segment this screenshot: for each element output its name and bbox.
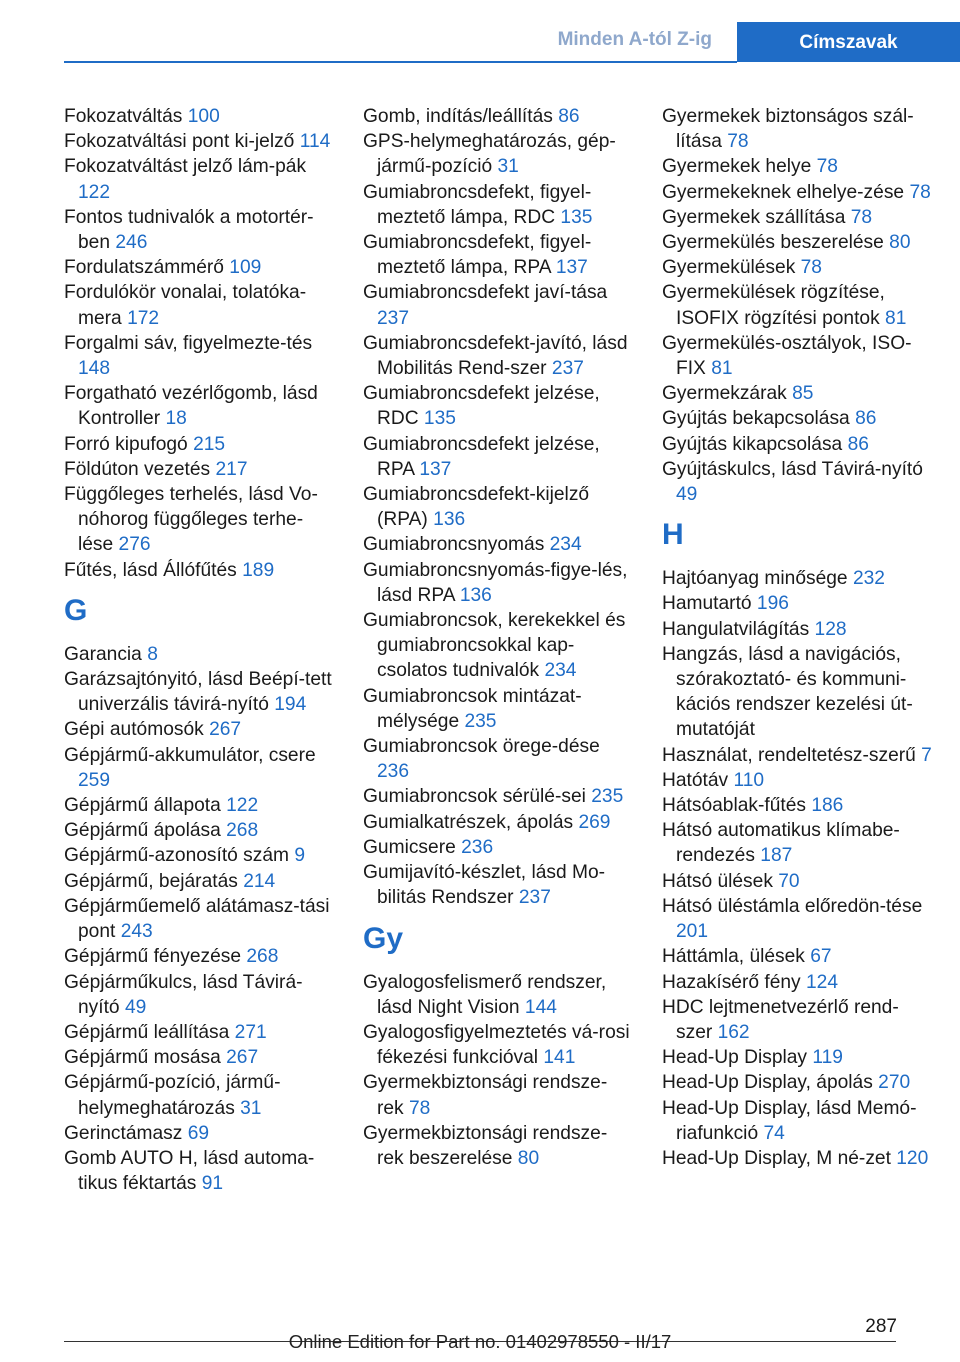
entry-term: Gumiabroncsdefekt, figyel-meztető lámpa, RPA bbox=[363, 232, 592, 279]
entry-term: Gomb AUTO H, lásd automa-tikus féktartás bbox=[64, 1147, 315, 1195]
index-entry bbox=[662, 205, 932, 230]
page-reference-link[interactable]: 81 bbox=[885, 307, 907, 329]
index-entry bbox=[363, 180, 633, 230]
page-reference-link[interactable]: 235 bbox=[591, 786, 624, 808]
entry-term: Gépi autómosók bbox=[64, 719, 204, 741]
index-entry bbox=[662, 818, 932, 868]
index-entry bbox=[64, 432, 334, 457]
index-entry bbox=[363, 482, 633, 532]
index-entry bbox=[64, 667, 334, 717]
index-entry bbox=[662, 255, 932, 280]
page-reference-link[interactable]: 186 bbox=[811, 795, 844, 817]
entry-term: Hazakísérő fény bbox=[662, 971, 801, 993]
entry-term: Gerinctámasz bbox=[64, 1122, 183, 1144]
page-reference-link[interactable]: 78 bbox=[816, 156, 838, 178]
entry-term: Gyújtás bekapcsolása bbox=[662, 408, 850, 430]
page-reference-link[interactable]: 196 bbox=[756, 593, 789, 615]
entry-term: Gumiabroncsdefekt, figyel-meztető lámpa, RDC bbox=[363, 181, 592, 228]
index-column-1 bbox=[64, 104, 334, 1196]
page-reference-link[interactable]: 18 bbox=[165, 408, 187, 430]
entry-term: Hátsóablak-fűtés bbox=[662, 795, 806, 817]
entry-term: Gépjármű fényezése bbox=[64, 946, 242, 968]
index-entry bbox=[64, 1146, 334, 1196]
index-entry bbox=[363, 1121, 633, 1171]
page-reference-link[interactable]: 78 bbox=[727, 131, 749, 153]
edition-note: Online Edition for Part no. 01402978550 - II/17 bbox=[288, 1331, 672, 1352]
index-entry bbox=[64, 869, 334, 894]
entry-term: Gépjármű-akkumulátor, csere bbox=[64, 744, 316, 766]
page-reference-link[interactable]: 136 bbox=[433, 509, 466, 531]
entry-term: Gumicsere bbox=[363, 836, 456, 858]
page-reference-link[interactable]: 74 bbox=[763, 1122, 785, 1144]
page-reference-link[interactable]: 80 bbox=[517, 1147, 540, 1169]
entry-term: Gyújtáskulcs, lásd Távirá-nyító bbox=[662, 458, 923, 480]
entry-term: Gumiabroncsdefekt-kijelző (RPA) bbox=[363, 484, 590, 531]
page-reference-link[interactable]: 201 bbox=[676, 921, 709, 943]
page-reference-link[interactable]: 162 bbox=[717, 1021, 750, 1043]
index-letter-heading: Gy bbox=[363, 921, 404, 955]
page-reference-link[interactable]: 276 bbox=[118, 534, 151, 556]
entry-term: Gépjármű-azonosító szám bbox=[64, 845, 290, 867]
entry-term: Fordulatszámmérő bbox=[64, 257, 224, 279]
page-reference-link[interactable]: 144 bbox=[524, 996, 557, 1018]
index-entry bbox=[662, 331, 932, 381]
entry-term: Head-Up Display, M né-zet bbox=[662, 1147, 891, 1169]
index-entry bbox=[662, 591, 932, 616]
index-letter-heading: H bbox=[662, 518, 684, 552]
page-reference-link[interactable]: 70 bbox=[778, 870, 800, 892]
entry-term: Fordulókör vonalai, tolatóka-mera bbox=[64, 282, 307, 329]
page-reference-link[interactable]: 78 bbox=[909, 181, 931, 203]
page-reference-link[interactable]: 49 bbox=[676, 484, 698, 506]
index-entry bbox=[64, 894, 334, 944]
entry-term: Garázsajtónyitó, lásd Beépí-tett univerzális távirá-nyító bbox=[64, 669, 332, 716]
index-entry bbox=[662, 944, 932, 969]
page-reference-link[interactable]: 237 bbox=[377, 307, 410, 329]
entry-term: Gyalogosfigyelmeztetés vá-rosi fékezési funkcióval bbox=[363, 1021, 630, 1069]
index-entry bbox=[64, 1070, 334, 1120]
index-column-2 bbox=[363, 104, 633, 1171]
page-reference-link[interactable]: 246 bbox=[115, 232, 148, 254]
entry-term: Gépjármű-pozíció, jármű-helymeghatározás bbox=[64, 1072, 281, 1119]
index-entry bbox=[363, 280, 633, 330]
page-reference-link[interactable]: 122 bbox=[78, 181, 111, 203]
entry-term: HDC lejtmenetvezérlő rend-szer bbox=[662, 996, 899, 1043]
entry-term: Háttámla, ülések bbox=[662, 946, 805, 968]
page-reference-link[interactable]: 243 bbox=[120, 921, 153, 943]
entry-term: Gumijavító-készlet, lásd Mo-bilitás Rendszer bbox=[363, 862, 606, 909]
entry-term: Gépjármű leállítása bbox=[64, 1021, 230, 1043]
index-entry bbox=[662, 381, 932, 406]
page-reference-link[interactable]: 259 bbox=[78, 769, 111, 791]
page-reference-link[interactable]: 137 bbox=[419, 458, 452, 480]
entry-term: Fokozatváltási pont ki-jelző bbox=[64, 131, 295, 153]
entry-term: Gyermekbiztonsági rendsze-rek beszerelése bbox=[363, 1122, 608, 1169]
entry-term: Földúton vezetés bbox=[64, 458, 211, 480]
index-entry bbox=[363, 381, 633, 431]
entry-term: Gyermekeknek elhelye-zése bbox=[662, 181, 905, 203]
entry-term: Garancia bbox=[64, 643, 142, 665]
entry-term: Gumiabroncsdefekt jelzése, RPA bbox=[363, 433, 600, 480]
entry-term: Gumiabroncsok mintázat-mélysége bbox=[363, 685, 582, 732]
entry-term: Gyalogosfelismerő rendszer, lásd Night Vision bbox=[363, 971, 607, 1018]
index-entry bbox=[662, 793, 932, 818]
index-entry bbox=[64, 154, 334, 204]
page-reference-link[interactable]: 268 bbox=[226, 820, 259, 842]
page-reference-link[interactable]: 172 bbox=[127, 307, 160, 329]
entry-term: Hangulatvilágítás bbox=[662, 618, 810, 640]
index-entry bbox=[363, 1020, 633, 1070]
entry-term: Gumiabroncsok, kerekekkel és gumiabroncsokkal kap-csolatos tudnivalók bbox=[363, 610, 626, 682]
entry-term: Használat, rendeltetész-szerű bbox=[662, 744, 916, 766]
entry-term: Head-Up Display bbox=[662, 1047, 808, 1069]
page-reference-link[interactable]: 122 bbox=[226, 795, 259, 817]
index-column-3 bbox=[662, 104, 932, 1171]
index-entry bbox=[363, 860, 633, 910]
index-entry bbox=[662, 432, 932, 457]
page-reference-link[interactable]: 124 bbox=[806, 971, 839, 993]
index-entry bbox=[363, 734, 633, 784]
index-entry bbox=[662, 1146, 932, 1171]
index-entry bbox=[662, 566, 932, 591]
entry-term: Gyermekek szállítása bbox=[662, 206, 846, 228]
page-reference-link[interactable]: 78 bbox=[800, 257, 822, 279]
page-reference-link[interactable]: 237 bbox=[551, 358, 584, 380]
index-entry bbox=[662, 894, 932, 944]
index-entry bbox=[363, 970, 633, 1020]
entry-term: Forgatható vezérlőgomb, lásd Kontroller bbox=[64, 383, 318, 430]
entry-term: Gépjármű ápolása bbox=[64, 820, 221, 842]
entry-term: Gépjárműkulcs, lásd Távirá-nyító bbox=[64, 971, 303, 1018]
entry-term: Gumiabroncsnyomás-figye-lés, lásd RPA bbox=[363, 559, 628, 606]
index-entry bbox=[363, 331, 633, 381]
page-reference-link[interactable]: 135 bbox=[423, 408, 456, 430]
index-entry bbox=[363, 835, 633, 860]
index-entry bbox=[363, 129, 633, 179]
entry-term: Gépjárműemelő alátámasz-tási pont bbox=[64, 895, 330, 943]
entry-term: Hajtóanyag minősége bbox=[662, 568, 848, 590]
page-reference-link[interactable]: 49 bbox=[124, 996, 147, 1018]
page-reference-link[interactable]: 135 bbox=[560, 206, 593, 228]
entry-term: GPS-helymeghatározás, gép-jármű-pozíció bbox=[363, 131, 616, 178]
page-header bbox=[0, 0, 960, 62]
entry-term: Gyermekülés beszerelése bbox=[662, 232, 884, 254]
page-reference-link[interactable]: 234 bbox=[544, 660, 577, 682]
page-reference-link[interactable]: 120 bbox=[896, 1147, 929, 1169]
page-reference-link[interactable]: 31 bbox=[497, 156, 519, 178]
entry-term: Head-Up Display, lásd Memó-riafunkció bbox=[662, 1097, 917, 1144]
index-entry bbox=[662, 154, 932, 179]
page-reference-link[interactable]: 114 bbox=[299, 131, 331, 153]
index-entry bbox=[662, 1096, 932, 1146]
page-reference-link[interactable]: 237 bbox=[518, 887, 551, 909]
page-reference-link[interactable]: 109 bbox=[229, 257, 262, 279]
index-entry bbox=[64, 843, 334, 868]
index-entry bbox=[64, 970, 334, 1020]
index-entry bbox=[662, 1045, 932, 1070]
index-entry bbox=[662, 617, 932, 642]
index-entry bbox=[662, 230, 932, 255]
entry-term: Gumiabroncsok sérülé-sei bbox=[363, 786, 586, 808]
index-entry bbox=[64, 280, 334, 330]
entry-term: Gyermekek helye bbox=[662, 156, 812, 178]
entry-term: Gyermekbiztonsági rendsze-rek bbox=[363, 1072, 608, 1119]
page-reference-link[interactable]: 268 bbox=[246, 946, 279, 968]
entry-term: Gépjármű mosása bbox=[64, 1047, 221, 1069]
index-entry bbox=[662, 743, 932, 768]
page-reference-link[interactable]: 235 bbox=[464, 710, 497, 732]
index-entry bbox=[64, 482, 334, 558]
page-reference-link[interactable]: 67 bbox=[810, 946, 832, 968]
entry-term: Forgalmi sáv, figyelmezte-tés bbox=[64, 332, 313, 354]
page-reference-link[interactable]: 267 bbox=[209, 719, 242, 741]
entry-term: Gumiabroncsdefekt-javító, lásd Mobilitás Rend-szer bbox=[363, 332, 628, 380]
entry-term: Gumialkatrészek, ápolás bbox=[363, 811, 574, 833]
page-reference-link[interactable]: 85 bbox=[792, 383, 814, 405]
page-reference-link[interactable]: 78 bbox=[409, 1097, 431, 1119]
page-reference-link[interactable]: 110 bbox=[733, 769, 765, 791]
index-entry bbox=[64, 1020, 334, 1045]
index-entry bbox=[662, 869, 932, 894]
index-letter-heading: G bbox=[64, 593, 88, 627]
page-reference-link[interactable]: 194 bbox=[274, 694, 307, 716]
index-entry bbox=[363, 230, 633, 280]
index-entry bbox=[64, 331, 334, 381]
page-reference-link[interactable]: 234 bbox=[549, 534, 582, 556]
index-entry bbox=[662, 995, 932, 1045]
index-entry bbox=[662, 970, 932, 995]
page-reference-link[interactable]: 187 bbox=[760, 845, 793, 867]
entry-term: Gyermekülések bbox=[662, 257, 796, 279]
index-entry bbox=[662, 642, 932, 743]
entry-term: Forró kipufogó bbox=[64, 433, 188, 455]
page-reference-link[interactable]: 189 bbox=[242, 559, 275, 581]
page-reference-link[interactable]: 232 bbox=[852, 568, 885, 590]
index-entry bbox=[662, 768, 932, 793]
index-entry bbox=[363, 558, 633, 608]
page-reference-link[interactable]: 86 bbox=[855, 408, 877, 430]
entry-term: Gumiabroncsdefekt jelzése, RDC bbox=[363, 383, 600, 430]
entry-term: Gépjármű állapota bbox=[64, 795, 221, 817]
index-entry bbox=[64, 818, 334, 843]
section-title: Minden A-tól Z-ig bbox=[557, 29, 712, 50]
index-entry bbox=[662, 280, 932, 330]
index-entry bbox=[363, 684, 633, 734]
index-entry bbox=[64, 1121, 334, 1146]
entry-term: Hatótáv bbox=[662, 769, 729, 791]
page-reference-link[interactable]: 78 bbox=[850, 206, 873, 228]
entry-term: Gépjármű, bejáratás bbox=[64, 870, 238, 892]
index-entry bbox=[363, 810, 633, 835]
entry-term: Hátsó automatikus klímabe-rendezés bbox=[662, 820, 900, 867]
page-reference-link[interactable]: 128 bbox=[814, 618, 847, 640]
entry-term: Függőleges terhelés, lásd Vo-nóhorog függőleges terhe-lése bbox=[64, 484, 318, 556]
index-entry bbox=[64, 793, 334, 818]
index-entry bbox=[64, 381, 334, 431]
entry-term: Hátsó üléstámla előredön-tése bbox=[662, 895, 923, 917]
entry-term: Hangzás, lásd a navigációs, szórakoztató- és kommuni-kációs rendszer kezelési út-mutatóját bbox=[662, 643, 913, 741]
entry-term: Gyermekülések rögzítése, ISOFIX rögzítési pontok bbox=[662, 282, 885, 329]
index-entry bbox=[363, 784, 633, 809]
page-reference-link[interactable]: 271 bbox=[234, 1021, 267, 1043]
entry-term: Gumiabroncsok örege-dése bbox=[363, 736, 600, 758]
page-reference-link[interactable]: 86 bbox=[558, 106, 580, 127]
page-reference-link[interactable]: 137 bbox=[555, 257, 588, 279]
page-reference-link[interactable]: 8 bbox=[147, 643, 158, 665]
entry-term: Gyermekek biztonságos szál-lítása bbox=[662, 106, 914, 153]
page-reference-link[interactable]: 215 bbox=[193, 433, 226, 455]
page-reference-link[interactable]: 141 bbox=[543, 1047, 576, 1069]
index-entry bbox=[662, 180, 932, 205]
index-entry bbox=[662, 457, 932, 507]
header-divider bbox=[64, 61, 737, 63]
index-entry bbox=[662, 1070, 932, 1095]
index-entry bbox=[64, 205, 334, 255]
entry-term: Fontos tudnivalók a motortér-ben bbox=[64, 206, 314, 254]
index-entry bbox=[64, 944, 334, 969]
index-entry bbox=[363, 608, 633, 684]
page-reference-link[interactable]: 69 bbox=[187, 1122, 210, 1144]
index-entry bbox=[64, 1045, 334, 1070]
index-entry bbox=[64, 457, 334, 482]
page-reference-link[interactable]: 31 bbox=[240, 1097, 262, 1119]
entry-term: Gomb, indítás/leállítás bbox=[363, 106, 553, 127]
entry-term: Hátsó ülések bbox=[662, 870, 773, 892]
index-entry bbox=[662, 104, 932, 154]
page-reference-link[interactable]: 136 bbox=[459, 584, 492, 606]
entry-term: Hamutartó bbox=[662, 593, 752, 615]
index-entry bbox=[64, 642, 334, 667]
entry-term: Fokozatváltást jelző lám-pák bbox=[64, 156, 307, 178]
entry-term: Gumiabroncsnyomás bbox=[363, 534, 545, 556]
index-entry bbox=[64, 129, 334, 154]
page-number: 287 bbox=[865, 1316, 897, 1337]
index-entry bbox=[64, 255, 334, 280]
page-reference-link[interactable]: 100 bbox=[187, 106, 220, 127]
page-reference-link[interactable]: 91 bbox=[201, 1173, 224, 1195]
page-reference-link[interactable]: 214 bbox=[243, 870, 276, 892]
tab-cimszavak[interactable]: Címszavak bbox=[737, 22, 960, 62]
index-entry bbox=[662, 406, 932, 431]
page-reference-link[interactable]: 119 bbox=[812, 1047, 843, 1069]
index-entry bbox=[64, 717, 334, 742]
page-reference-link[interactable]: 267 bbox=[226, 1047, 259, 1069]
index-entry bbox=[363, 104, 633, 129]
page-reference-link[interactable]: 7 bbox=[921, 744, 932, 766]
entry-term: Gyújtás kikapcsolása bbox=[662, 433, 843, 455]
index-entry bbox=[363, 532, 633, 557]
page-reference-link[interactable]: 236 bbox=[461, 836, 494, 858]
page-reference-link[interactable]: 80 bbox=[889, 232, 911, 254]
page-reference-link[interactable]: 148 bbox=[78, 358, 111, 380]
entry-term: Fűtés, lásd Állófűtés bbox=[64, 559, 237, 581]
index-entry bbox=[64, 743, 334, 793]
entry-term: Fokozatváltás bbox=[64, 106, 183, 127]
page-reference-link[interactable]: 217 bbox=[215, 458, 248, 480]
index-entry bbox=[363, 1070, 633, 1120]
entry-term: Head-Up Display, ápolás bbox=[662, 1072, 873, 1094]
page-reference-link[interactable]: 270 bbox=[878, 1072, 911, 1094]
index-entry bbox=[363, 432, 633, 482]
page-reference-link[interactable]: 81 bbox=[711, 358, 733, 380]
page-reference-link[interactable]: 86 bbox=[847, 433, 869, 455]
entry-term: Gyermekzárak bbox=[662, 383, 787, 405]
page-reference-link[interactable]: 9 bbox=[294, 845, 306, 867]
index-entry bbox=[64, 104, 334, 129]
index-entry bbox=[64, 558, 334, 583]
entry-term: Gumiabroncsdefekt javí-tása bbox=[363, 282, 608, 304]
page-reference-link[interactable]: 269 bbox=[578, 811, 611, 833]
page-reference-link[interactable]: 236 bbox=[377, 761, 410, 783]
entry-term: Gyermekülés-osztályok, ISO-FIX bbox=[662, 332, 912, 380]
